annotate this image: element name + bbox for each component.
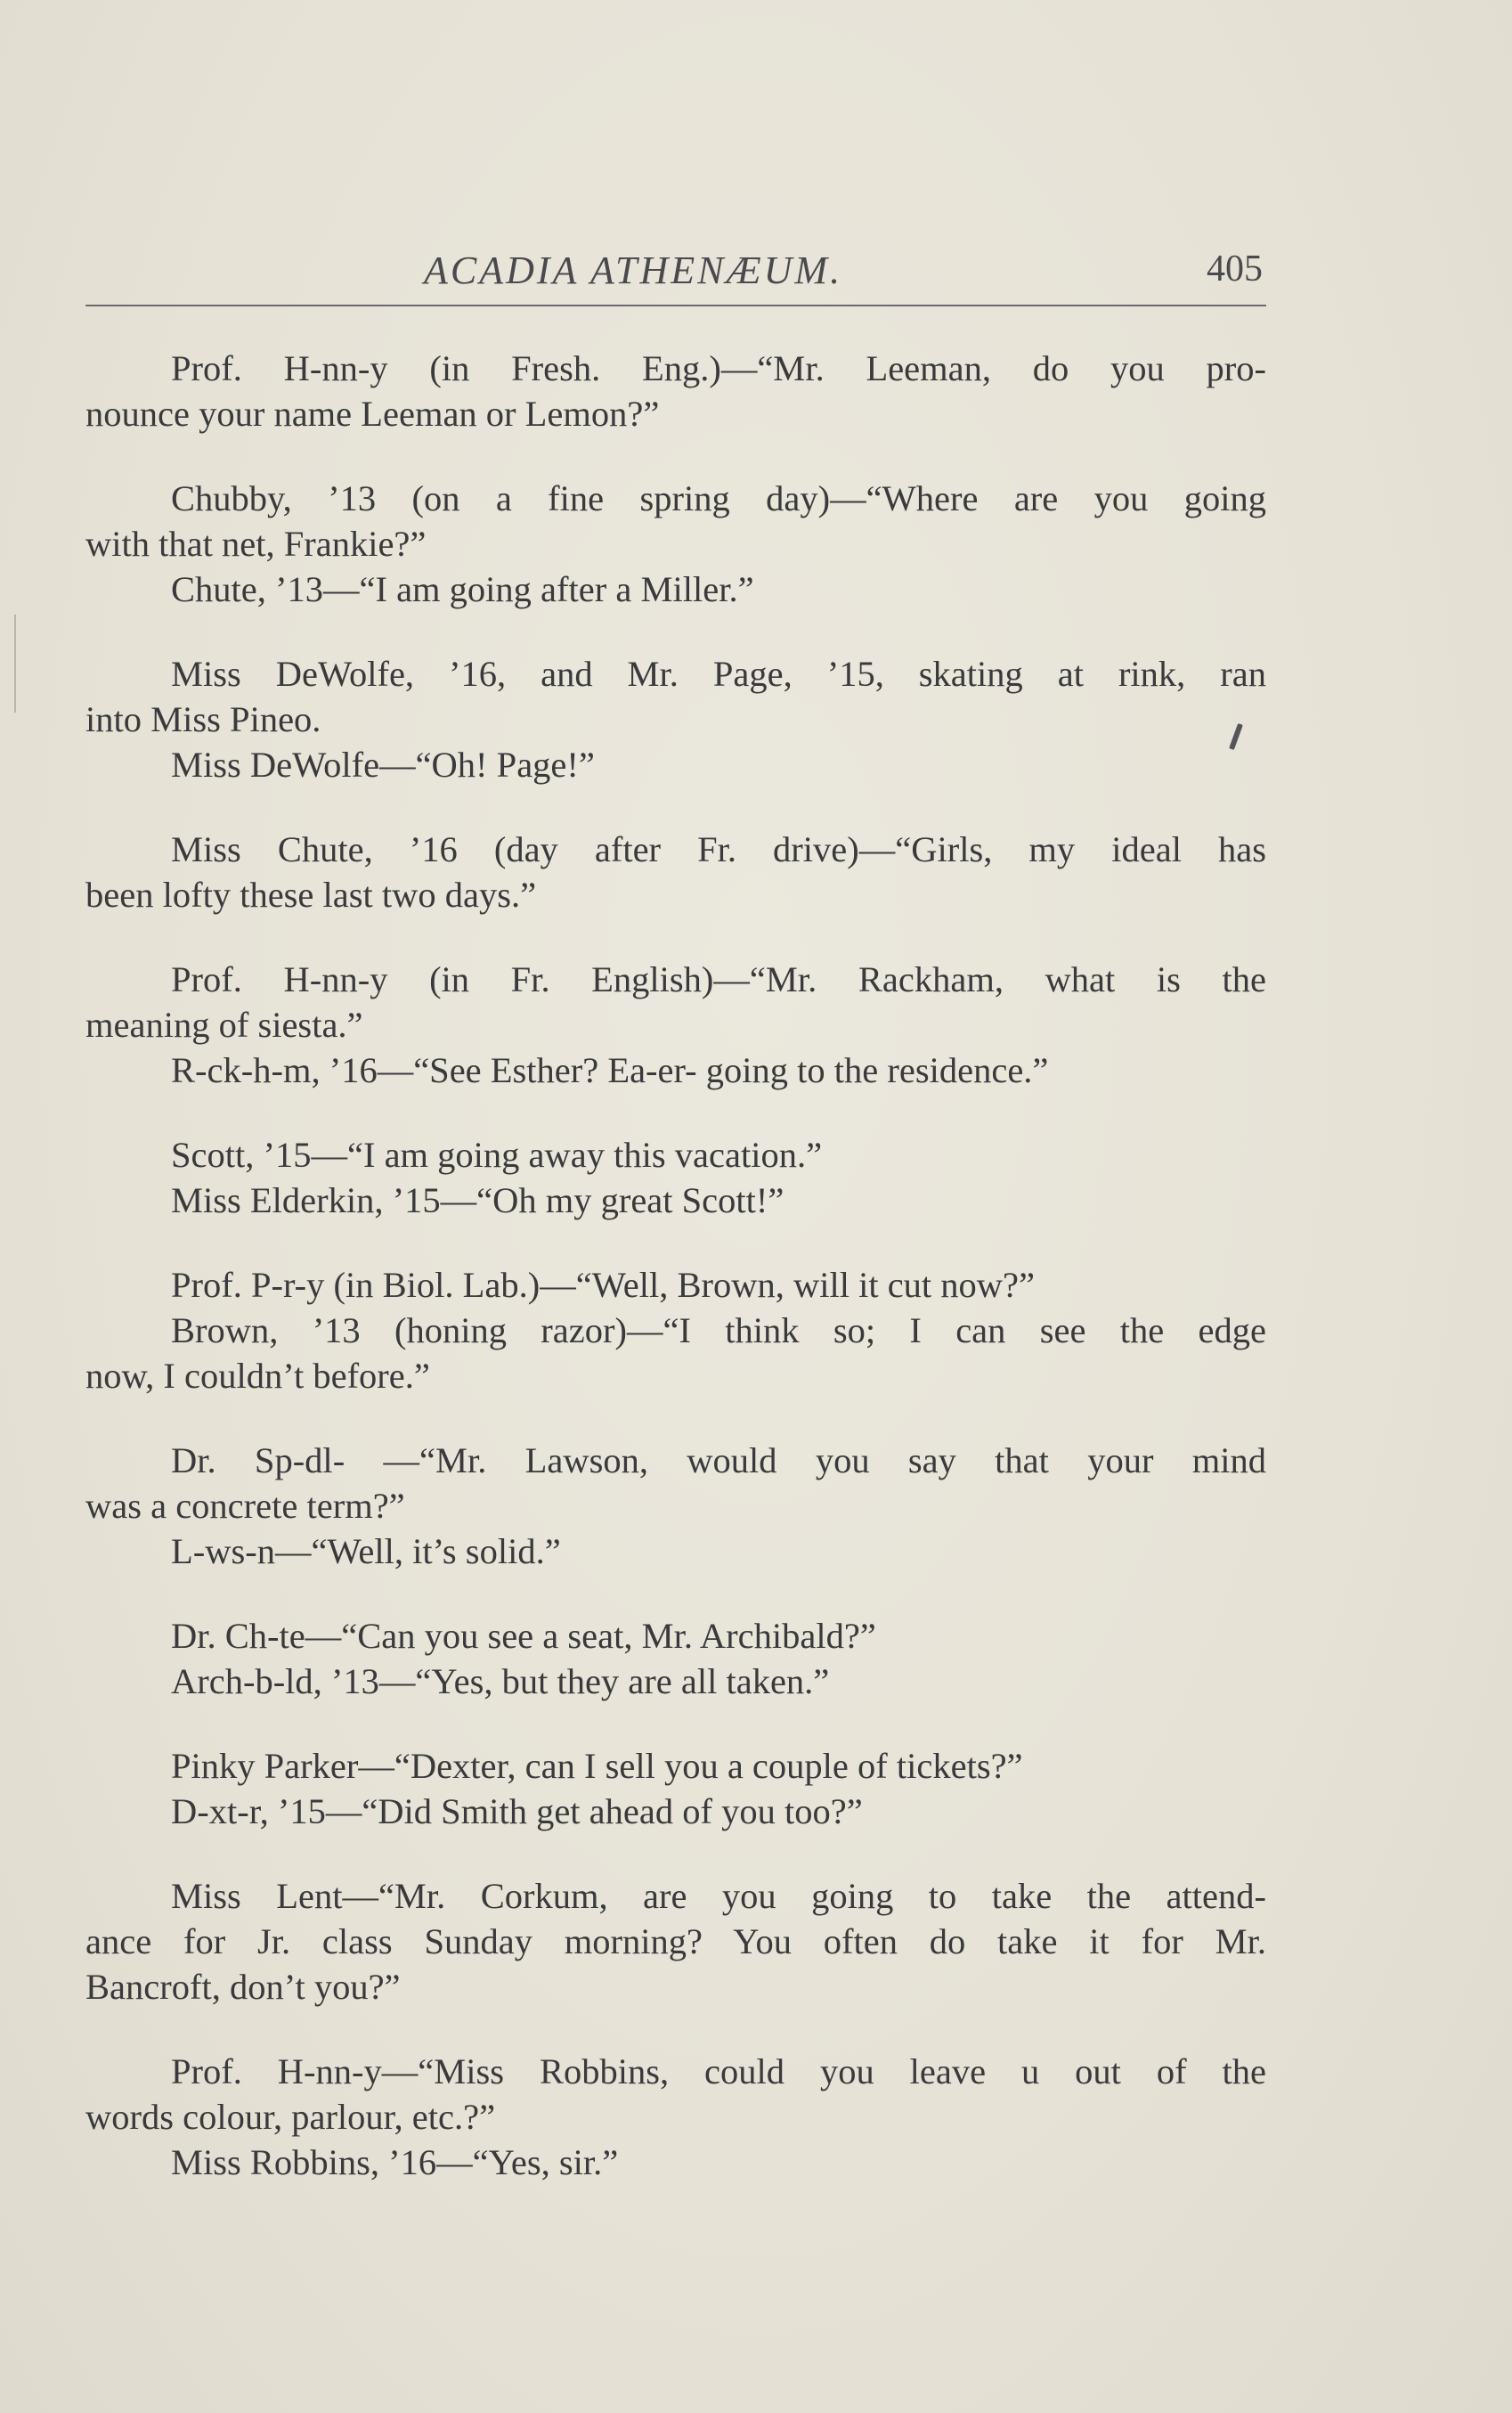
text-line: Miss Lent—“Mr. Corkum, are you going to take the attend- — [171, 1876, 1266, 1916]
text-line: Brown, ’13 (honing razor)—“I think so; I can see the edge — [171, 1310, 1266, 1350]
text-line: Pinky Parker—“Dexter, can I sell you a couple of tickets?” — [171, 1746, 1023, 1786]
text-line: Prof. H-nn-y—“Miss Robbins, could you leave u out of the — [171, 2051, 1266, 2091]
text-line: meaning of siesta.” — [85, 1005, 363, 1045]
text-line: Bancroft, don’t you?” — [85, 1967, 401, 2007]
margin-mark — [14, 615, 16, 713]
text-line: Miss Robbins, ’16—“Yes, sir.” — [171, 2142, 619, 2182]
text-line: was a concrete term?” — [85, 1486, 405, 1526]
text-line: nounce your name Leeman or Lemon?” — [85, 394, 660, 434]
text-line: Chute, ’13—“I am going after a Miller.” — [171, 569, 754, 609]
text-line: Arch-b-ld, ’13—“Yes, but they are all taken.” — [171, 1661, 830, 1701]
header-rule — [85, 305, 1266, 306]
text-line: Prof. H-nn-y (in Fresh. Eng.)—“Mr. Leeman, do you pro- — [171, 348, 1266, 388]
text-line: D-xt-r, ’15—“Did Smith get ahead of you too?” — [171, 1791, 863, 1831]
text-line: Dr. Sp-dl- —“Mr. Lawson, would you say that your mind — [171, 1440, 1266, 1480]
text-line: R-ck-h-m, ’16—“See Esther? Ea-er- going to the residence.” — [171, 1050, 1049, 1090]
page-number: 405 — [1207, 249, 1263, 289]
text-line: now, I couldn’t before.” — [85, 1356, 430, 1396]
page-header — [85, 240, 1266, 303]
text-line: Miss Chute, ’16 (day after Fr. drive)—“Girls, my ideal has — [171, 829, 1266, 869]
text-line: Prof. P-r-y (in Biol. Lab.)—“Well, Brown, will it cut now?” — [171, 1265, 1036, 1305]
text-line: Prof. H-nn-y (in Fr. English)—“Mr. Rackham, what is the — [171, 959, 1266, 999]
page-body — [85, 346, 1266, 2185]
text-line: words colour, parlour, etc.?” — [85, 2097, 496, 2137]
text-line: Miss Elderkin, ’15—“Oh my great Scott!” — [171, 1180, 784, 1220]
text-line: Miss DeWolfe—“Oh! Page!” — [171, 745, 595, 785]
text-line: Scott, ’15—“I am going away this vacation.” — [171, 1135, 823, 1175]
text-line: Dr. Ch-te—“Can you see a seat, Mr. Archibald?” — [171, 1616, 876, 1656]
text-line: L-ws-n—“Well, it’s solid.” — [171, 1531, 561, 1571]
text-line: with that net, Frankie?” — [85, 524, 427, 564]
text-line: Miss DeWolfe, ’16, and Mr. Page, ’15, skating at rink, ran — [171, 654, 1266, 694]
text-line: into Miss Pineo. — [85, 699, 321, 739]
running-title: ACADIA ATHENÆUM. — [424, 249, 843, 292]
text-line: been lofty these last two days.” — [85, 875, 537, 915]
text-line: Chubby, ’13 (on a fine spring day)—“Where are you going — [171, 478, 1266, 518]
text-line: ance for Jr. class Sunday morning? You often do take it for Mr. — [85, 1921, 1266, 1961]
